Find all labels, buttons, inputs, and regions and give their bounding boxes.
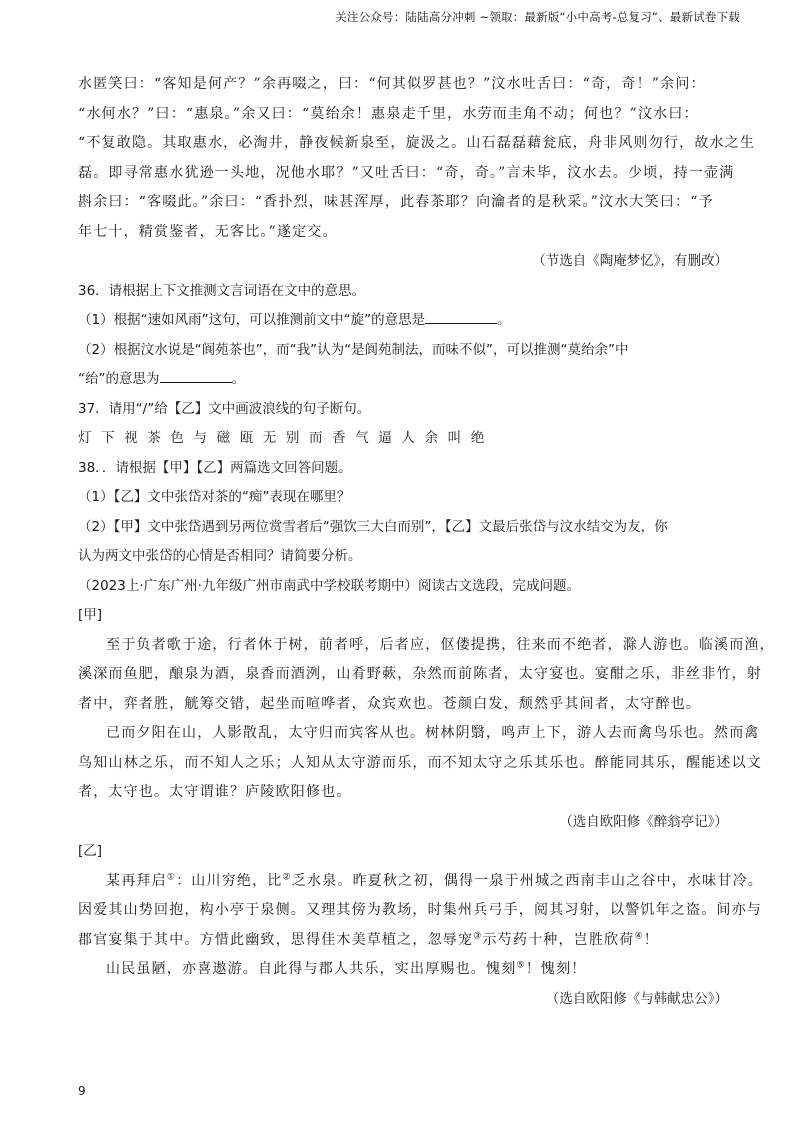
passage-line: 鸟知山林之乐，而不知人之乐；人知从太守游而乐，而不知太守之乐其乐也。醉能同其乐，醒能述以文 [78,754,762,771]
passage-line: “不复敢隐。其取惠水，必淘井，静夜候新泉至，旋汲之。山石磊磊藉瓮底，舟非风则勿行，故水之生 [78,135,756,151]
question-36-part-2-cont [78,365,728,395]
question-38-title: 38．．请根据【甲】【乙】两篇选文回答问题。 [78,459,352,476]
footnote-marker: ① [166,871,177,882]
page-number: 9 [78,1084,86,1098]
text-segment: ！愧刻！ [525,961,587,977]
passage-line: “水何水？”曰：“惠泉。”余又曰：“莫绐余！惠泉走千里，水劳而圭角不动；何也？”汶水曰： [78,105,699,122]
passage-line [78,926,728,956]
text-segment: 示芍药十种，岂胜欣荷 [482,931,635,948]
question-38-part-2-cont: 认为两文中张岱的心情是否相同？请简要分析。 [78,548,362,564]
passage-line: 至于负者歌于途，行者休于树，前者呼，后者应，伛偻提携，往来而不绝者，滁人游也。临溪而渔， [106,636,775,653]
text-segment: 某再拜启 [106,872,167,889]
footnote-marker: ⑤ [516,960,526,971]
passage-line: 溪深而鱼肥，酿泉为酒，泉香而酒洌，山肴野蔌，杂然而前陈者，太守宴也。宴酣之乐，非丝非竹，射 [78,666,762,682]
passage-source: （选自欧阳修《醉翁亭记》） [559,813,728,830]
passage-line: 者中，弈者胜，觥筹交错，起坐而喧哗者，众宾欢也。苍颜白发，颓然乎其间者，太守醉也。 [78,695,702,712]
answer-blank[interactable] [425,310,497,324]
question-36-part-2: （2）根据汶水说是“阆苑茶也”，而“我”认为“是阆苑制法，而味不似”，可以推测“莫绐余”中 [78,341,629,358]
punctuation: 。 [231,371,245,387]
question-37-sentence: 灯下视茶色与磁瓯无别而香气逼人余叫绝 [78,430,494,446]
footnote-marker: ③ [473,930,483,941]
question-37-title: 37．请用“/”给【乙】文中画波浪线的句子断句。 [78,400,371,417]
passage-line: 者，太守也。太守谓谁？庐陵欧阳修也。 [78,784,352,800]
passage-line: 年七十，精赏鉴者，无客比。”遂定交。 [78,223,338,240]
passage-line: 磊。即寻常惠水犹逊一头地，况他水耶？”又吐舌曰：“奇，奇。”言未毕，汶水去。少顷，持一壶满 [78,164,735,181]
text-segment: 郡官宴集于其中。方惜此幽致，思得佳木美草植之，忽辱宠 [78,931,474,948]
text-segment: 乏水泉。昨夏秋之初，偶得一泉于州城之西南丰山之谷中，水味甘冷。 [291,872,763,889]
footnote-marker: ④ [634,930,644,941]
passage-line: 因爱其山势回抱，构小亭于泉侧。又理其傍为教场，时集州兵弓手，阅其习射，以警饥年之盗。间亦与 [78,902,762,918]
punctuation: 。 [497,312,511,328]
passage-source: （节选自《陶庵梦忆》，有删改） [532,253,728,269]
question-38-part-2: （2）【甲】文中张岱遇到另两位赏雪者后“强饮三大白而别”，【乙】文最后张岱与汶水结交为友，你 [78,518,668,535]
answer-blank[interactable] [160,369,232,383]
text-segment: 山民虽陋，亦喜遨游。自此得与郡人共乐，实出厚赐也。愧刻 [106,961,517,977]
text-segment: ！ [643,931,659,948]
footnote-marker: ② [282,871,292,882]
passage-line: 已而夕阳在山，人影散乱，太守归而宾客从也。树林阴翳，鸣声上下，游人去而禽鸟乐也。然而禽 [106,725,760,741]
page-content [78,70,775,1014]
section-label-yi: [乙] [78,843,103,859]
reading-intro: （2023上·广东广州·九年级广州市南武中学校联考期中）阅读古文选段，完成问题。 [78,577,580,594]
passage-line: 斟余曰：“客啜此。”余曰：“香扑烈，味甚浑厚，此春茶耶？向瀹者的是秋采。”汶水大笑曰：“予 [78,194,714,210]
question-36-part-1 [78,306,728,336]
passage-line [78,867,763,897]
passage-source: （选自欧阳修《与韩献忠公》） [545,990,728,1007]
question-36-title: 36．请根据上下文推测文言词语在文中的意思。 [78,282,366,299]
passage-line [78,955,728,985]
question-38-part-1: （1）【乙】文中张岱对茶的“痴”表现在哪里？ [78,489,351,505]
passage-line: 水匿笑曰：“客知是何产？”余再啜之，曰：“何其似罗甚也？”汶水吐舌曰：“奇，奇！”余问： [78,76,706,92]
page-header: 关注公众号：陆陆高分冲刺 ~领取：最新版“小中高考-总复习”、最新试卷下载 [335,10,740,24]
question-text: “绐”的意思为 [78,371,160,387]
section-label-jia: [甲] [78,607,103,623]
question-text: （1）根据“速如风雨”这句，可以推测前文中“旋”的意思是 [78,312,426,328]
text-segment: ：山川穷绝，比 [176,872,283,889]
